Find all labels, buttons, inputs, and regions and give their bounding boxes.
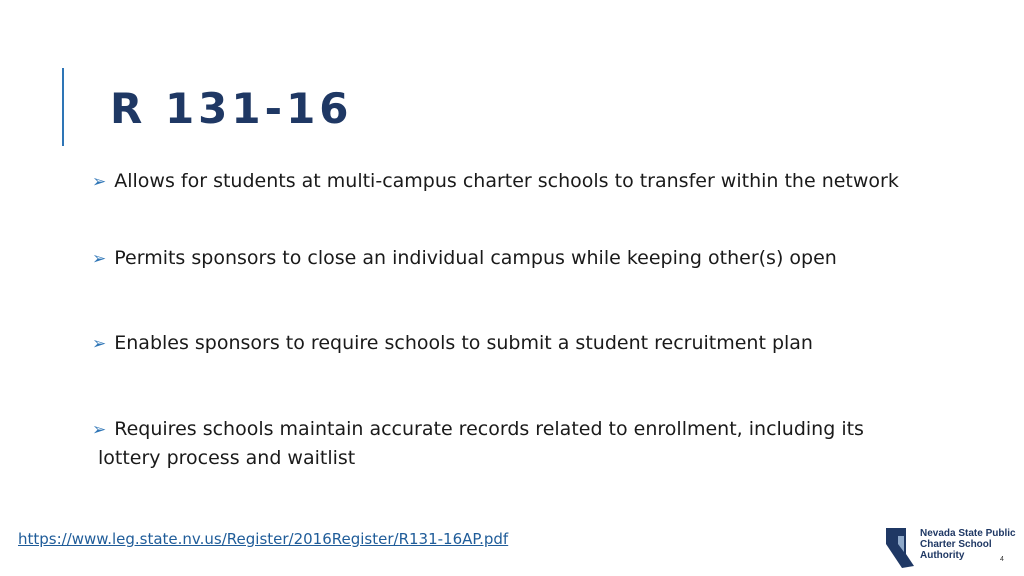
arrow-bullet-icon: ➢ (92, 249, 107, 269)
title-accent-bar (62, 68, 64, 146)
bullet-text: Requires schools maintain accurate records related to enrollment, including its (114, 418, 864, 440)
authority-logo (884, 524, 1019, 572)
slide-number: 4 (1000, 556, 1004, 563)
bullet-text: Allows for students at multi-campus charter schools to transfer within the network (114, 170, 899, 192)
logo-line: Nevada State Public (920, 528, 1016, 539)
slide-title: R 131-16 (110, 84, 353, 133)
bullet-text-continuation: lottery process and waitlist (98, 447, 356, 469)
arrow-bullet-icon: ➢ (92, 420, 107, 440)
bullet-text: Permits sponsors to close an individual campus while keeping other(s) open (114, 247, 837, 269)
bullet-text: Enables sponsors to require schools to submit a student recruitment plan (114, 332, 813, 354)
regulation-pdf-link[interactable]: https://www.leg.state.nv.us/Register/2016Register/R131-16AP.pdf (18, 530, 509, 548)
bullet-item (92, 244, 972, 273)
logo-line: Authority (920, 550, 965, 561)
bullet-item (92, 415, 972, 472)
bullet-item (92, 167, 972, 196)
logo-line: Charter School (920, 539, 992, 550)
arrow-bullet-icon: ➢ (92, 172, 107, 192)
arrow-bullet-icon: ➢ (92, 334, 107, 354)
bullet-item (92, 329, 972, 358)
nevada-state-shape-icon (884, 526, 916, 570)
